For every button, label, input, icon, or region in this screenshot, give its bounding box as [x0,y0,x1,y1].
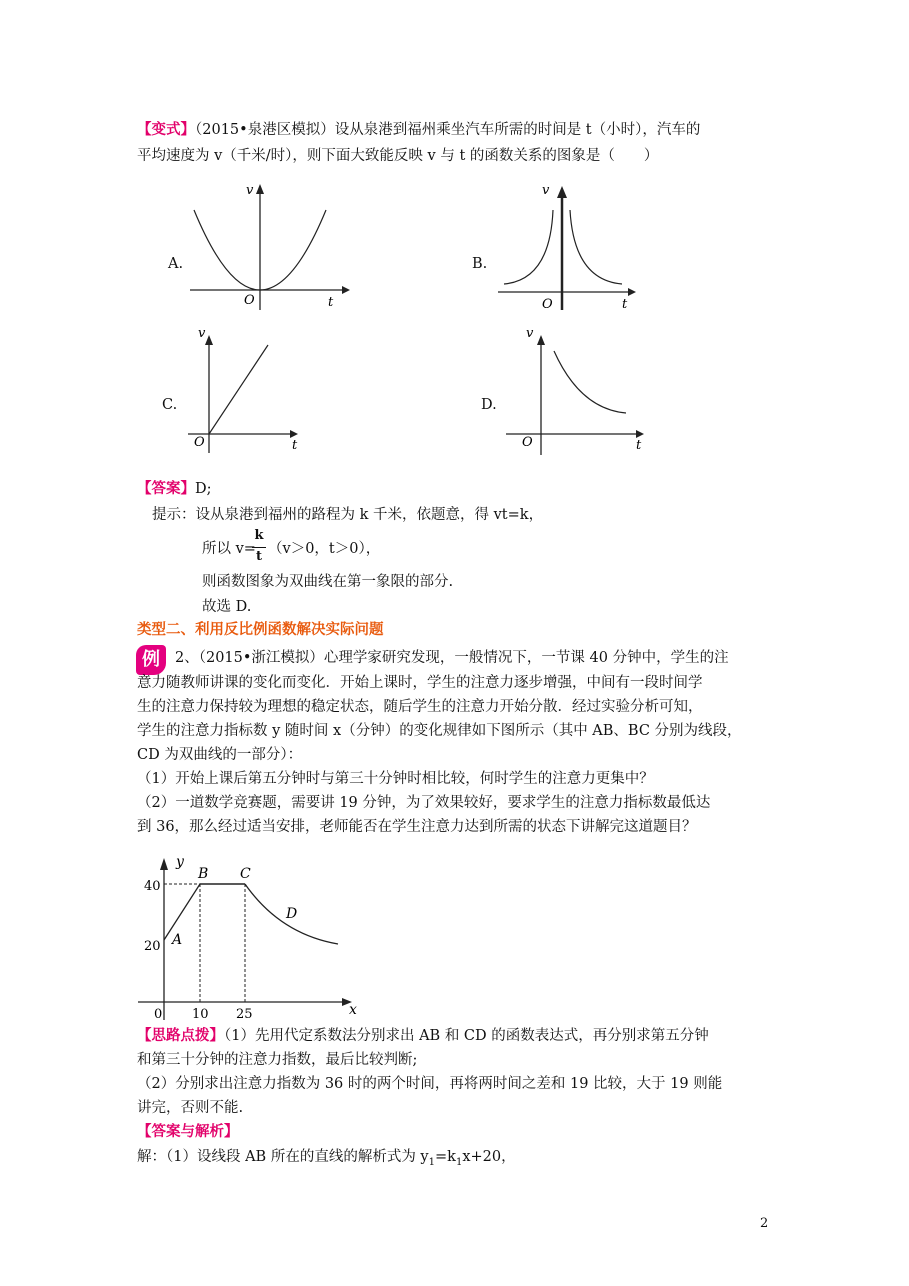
problem-line-6: （1）开始上课后第五分钟时与第三十分钟时相比较，何时学生的注意力更集中？ [137,771,654,787]
hint-line-2: 和第三十分钟的注意力指数，最后比较判断; [137,1052,418,1068]
graph-point-c: C [240,866,251,882]
answer-hint-2-prefix: 所以 v= [202,541,256,557]
answer-hint-2-suffix: （v＞0，t＞0）， [268,541,381,557]
option-c-v-label: v [198,326,206,341]
hint-line-4: 讲完，否则不能. [137,1100,244,1116]
fraction-bar [252,547,266,548]
solution-eq: =k [435,1149,456,1165]
hint-tag: 【思路点拨】 [137,1027,224,1044]
solution-sub-2: 1 [455,1156,463,1168]
variant-text-1: （2015•泉港区模拟）设从泉港到福州乘坐汽车所需的时间是 t（小时），汽车的 [195,122,701,138]
answer-hint-2 [202,528,422,568]
answer-line [137,479,212,499]
variant-line-1 [137,120,700,140]
graph-x-tick-25: 25 [236,1007,253,1022]
option-a-origin: O [244,293,255,308]
option-c-label: C. [162,397,178,413]
option-c-origin: O [194,435,205,450]
option-a-v-label: v [246,183,254,198]
problem-line-5: CD 为双曲线的一部分）： [137,747,303,763]
answer-tag: 【答案】 [137,480,195,497]
option-c-t-label: t [292,438,298,453]
option-b-label: B. [472,256,488,272]
problem-line-1: 2、（2015•浙江模拟）心理学家研究发现，一般情况下，一节课 40 分钟中，学生的注 [175,650,729,666]
option-d-graph [500,325,650,455]
graph-point-b: B [198,866,209,882]
hint-line-1 [137,1026,709,1046]
graph-y-tick-40: 40 [144,879,161,894]
option-d-label: D. [481,397,497,413]
example-badge: 例 [136,645,166,675]
solution-tag: 【答案与解析】 [137,1123,239,1140]
solution-line-1-suffix: x+20， [462,1149,516,1165]
section-heading: 类型二、利用反比例函数解决实际问题 [137,621,384,638]
option-d-v-label: v [526,326,534,341]
hint-line-3: （2）分别求出注意力指数为 36 时的两个时间，再将两时间之差和 19 比较，大于 19 则能 [137,1076,723,1092]
option-b-v-label: v [542,183,550,198]
attention-graph [130,852,370,1027]
option-b-origin: O [542,297,553,312]
solution-sub-1: 1 [428,1156,435,1168]
problem-line-7: （2）一道数学竞赛题，需要讲 19 分钟，为了效果较好，要求学生的注意力指标数最低达 [137,795,711,811]
option-a-label: A. [168,256,184,272]
solution-line-1 [137,1147,516,1173]
graph-point-d: D [286,906,298,922]
graph-point-a: A [172,932,183,948]
problem-line-3: 生的注意力保持较为理想的稳定状态，随后学生的注意力开始分散．经过实验分析可知， [137,699,703,715]
option-c-graph [180,325,310,455]
fraction-numerator: k [254,528,264,543]
answer-text: D; [195,481,212,497]
page-number: 2 [760,1216,769,1231]
option-d-origin: O [522,435,533,450]
graph-x-label: x [349,1002,357,1018]
graph-x-tick-10: 10 [192,1007,209,1022]
option-b-t-label: t [622,297,628,312]
option-d-t-label: t [636,438,642,453]
option-a-t-label: t [328,295,334,310]
option-b-graph [490,180,640,315]
option-a-graph [180,180,350,315]
solution-line-1-prefix: 解：（1）设线段 AB 所在的直线的解析式为 y [137,1149,429,1165]
graph-origin: 0 [154,1007,163,1022]
answer-hint-4: 故选 D. [202,599,252,615]
problem-line-8: 到 36，那么经过适当安排，老师能否在学生注意力达到所需的状态下讲解完这道题目？ [137,819,697,835]
fraction-denominator: t [255,549,262,564]
graph-y-tick-20: 20 [144,939,161,954]
answer-hint-1: 提示：设从泉港到福州的路程为 k 千米，依题意，得 vt=k， [152,507,544,523]
answer-hint-3: 则函数图象为双曲线在第一象限的部分. [202,574,454,590]
graph-y-label: y [176,854,184,870]
problem-line-4: 学生的注意力指标数 y 随时间 x（分钟）的变化规律如下图所示（其中 AB、BC 分别为线段， [137,723,742,739]
hint-text-1: （1）先用代定系数法分别求出 AB 和 CD 的函数表达式，再分别求第五分钟 [224,1028,709,1044]
problem-line-2: 意力随教师讲课的变化而变化．开始上课时，学生的注意力逐步增强，中间有一段时间学 [137,675,703,691]
variant-line-2: 平均速度为 v（千米/时），则下面大致能反映 v 与 t 的函数关系的图象是（ ） [137,148,659,164]
variant-tag: 【变式】 [137,121,195,138]
